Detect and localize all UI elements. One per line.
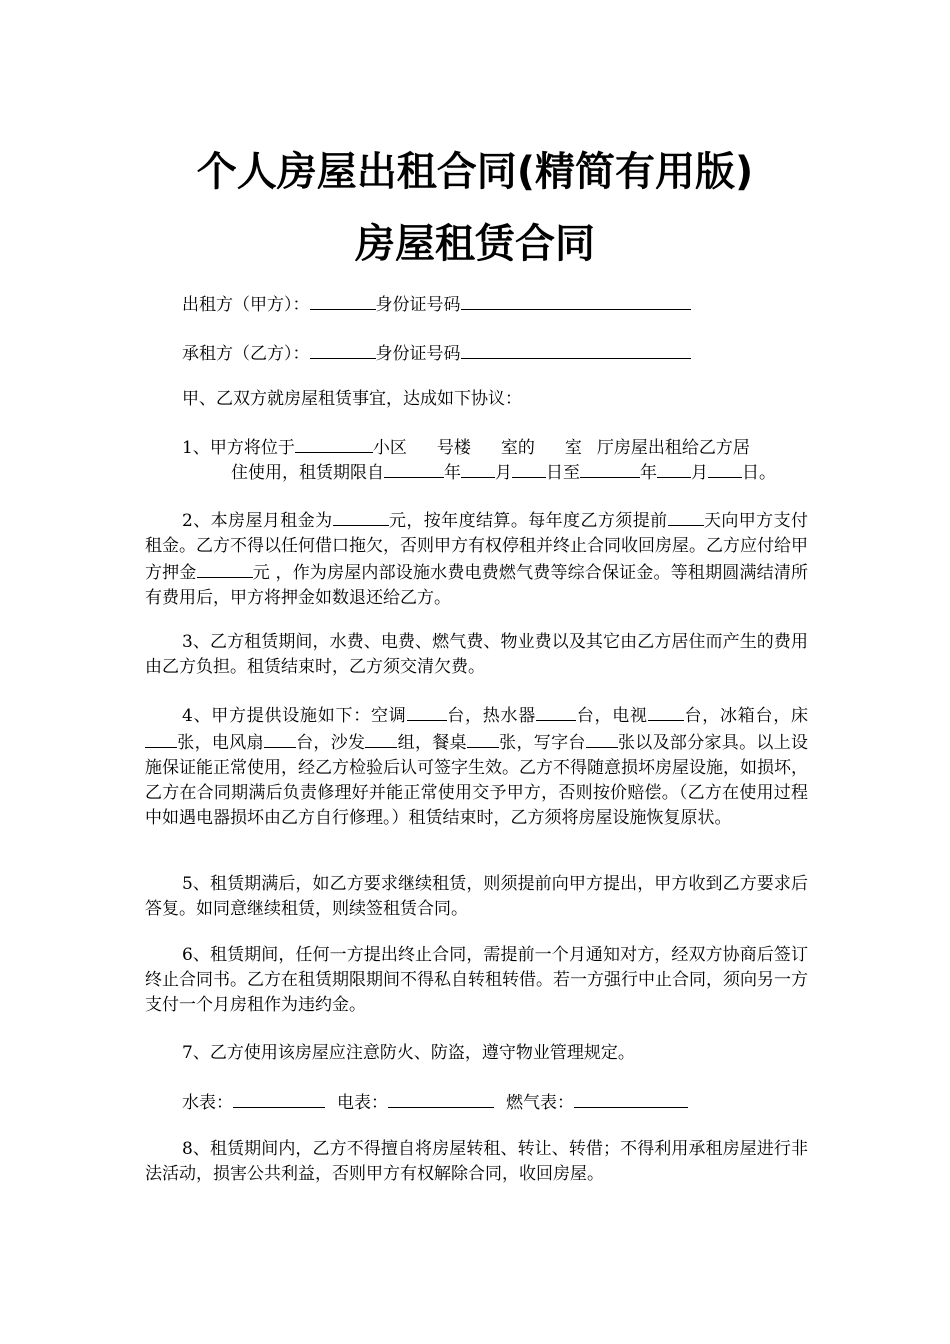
- clause-1-text: 小区: [372, 438, 407, 458]
- party-a-id-blank[interactable]: [461, 291, 691, 310]
- address-blank[interactable]: [295, 434, 373, 453]
- clause-3: 3、乙方租赁期间，水费、电费、燃气费、物业费以及其它由乙方居住而产生的费用由乙方负担。租赁结束时，乙方须交清欠费。: [145, 632, 808, 677]
- water-meter-label: 水表：: [182, 1093, 233, 1113]
- ac-count-blank[interactable]: [407, 702, 447, 721]
- intro-line: 甲、乙双方就房屋租赁事宜，达成如下协议：: [182, 389, 522, 409]
- clause-1-text: 号楼: [436, 438, 471, 458]
- clause-5: 5、租赁期满后，如乙方要求继续租赁，则须提前向甲方提出，甲方收到乙方要求后答复。如同意继续租赁，则续签租赁合同。: [145, 874, 808, 919]
- clause-1-text: 室: [564, 438, 582, 458]
- electric-meter-blank[interactable]: [388, 1089, 494, 1108]
- party-a-label: 出租方（甲方）：: [182, 295, 310, 315]
- clause-1-text: 年: [640, 463, 657, 483]
- end-day-blank[interactable]: [708, 459, 742, 478]
- heater-count-blank[interactable]: [536, 702, 576, 721]
- document-title: 个人房屋出租合同(精简有用版): [196, 149, 754, 195]
- party-a-name-blank[interactable]: [310, 291, 376, 310]
- clause-4-text: 台，沙发: [295, 733, 366, 753]
- clause-4-text: 张以及部分家具。以上设施保证能正常使用，经乙方检验后认可签字生效。乙方不得随意损坏房屋设施，如损坏，乙方在合同期满后负责修理好并能正常使用交予甲方，否则按价赔偿。（乙方在使用过程中如遇电器损坏由乙方自行修理。）租赁结束时，乙方须将房屋设施恢复原状。: [145, 733, 809, 828]
- electric-meter-label: 电表：: [337, 1093, 388, 1113]
- start-year-blank[interactable]: [384, 459, 444, 478]
- water-meter-blank[interactable]: [233, 1089, 325, 1108]
- end-year-blank[interactable]: [580, 459, 640, 478]
- party-b-id-label: 身份证号码: [375, 344, 461, 364]
- clause-1-text: 住使用，租赁期限自: [231, 463, 384, 483]
- clause-1-text: 室的: [500, 438, 535, 458]
- party-a-id-label: 身份证号码: [375, 295, 461, 315]
- end-month-blank[interactable]: [657, 459, 691, 478]
- desk-count-blank[interactable]: [586, 729, 618, 748]
- clause-7: 7、乙方使用该房屋应注意防火、防盗，遵守物业管理规定。: [182, 1043, 635, 1063]
- clause-6: 6、租赁期间，任何一方提出终止合同，需提前一个月通知对方，经双方协商后签订终止合同书。乙方在租赁期限期间不得私自转租转借。若一方强行中止合同，须向另一方支付一个月房租作为违约金。: [145, 945, 808, 1015]
- party-b-id-blank[interactable]: [461, 340, 691, 359]
- clause-4-text: 台，热水器: [446, 706, 537, 726]
- gas-meter-label: 燃气表：: [506, 1093, 574, 1113]
- clause-1-text: 日。: [742, 463, 776, 483]
- clause-4: [145, 702, 808, 831]
- party-a-line: [145, 291, 808, 318]
- tv-count-blank[interactable]: [648, 702, 684, 721]
- start-month-blank[interactable]: [461, 459, 495, 478]
- clause-1-line-2: [145, 459, 894, 486]
- clause-1-text: 月: [495, 463, 512, 483]
- start-day-blank[interactable]: [512, 459, 546, 478]
- clause-1-text: 月: [691, 463, 708, 483]
- clause-2-text: 元 ，作为房屋内部设施水费电费燃气费等综合保证金。等租期圆满结清所有费用后，甲方将押金如数退还给乙方。: [145, 563, 809, 608]
- bed-count-blank[interactable]: [145, 729, 177, 748]
- meter-line: [145, 1089, 808, 1116]
- clause-2-text: 2、本房屋月租金为: [182, 511, 333, 531]
- clause-4-text: 4、甲方提供设施如下：空调: [182, 706, 407, 726]
- clause-4-text: 张，电风扇: [177, 733, 264, 753]
- clause-4-text: 张，写字台: [498, 733, 586, 753]
- fan-count-blank[interactable]: [264, 729, 296, 748]
- clause-2: [145, 507, 808, 611]
- clause-1-text: 年: [444, 463, 461, 483]
- sofa-count-blank[interactable]: [365, 729, 397, 748]
- deposit-blank[interactable]: [197, 559, 253, 578]
- party-b-name-blank[interactable]: [310, 340, 376, 359]
- party-b-line: [145, 340, 808, 367]
- clause-2-text: 元，按年度结算。每年度乙方须提前: [388, 511, 668, 531]
- clause-1-text: 厅房屋出租给乙方居: [596, 438, 750, 458]
- clause-1-line-1: [145, 434, 808, 461]
- party-b-label: 承租方（乙方）：: [182, 344, 310, 364]
- gas-meter-blank[interactable]: [574, 1089, 688, 1108]
- days-blank[interactable]: [668, 507, 704, 526]
- clause-4-text: 台，电视: [576, 706, 648, 726]
- clause-2-text: 天向甲方支付租金。乙方不得以任何借口拖欠，否则甲方有权停租并终止合同收回房屋。乙方应付给甲方押金: [145, 511, 809, 583]
- clause-8: 8、租赁期间内，乙方不得擅自将房屋转租、转让、转借；不得利用承租房屋进行非法活动，损害公共利益，否则甲方有权解除合同，收回房屋。: [145, 1139, 808, 1184]
- clause-4-text: 台，冰箱台，床: [683, 706, 809, 726]
- rent-blank[interactable]: [333, 507, 389, 526]
- table-count-blank[interactable]: [467, 729, 499, 748]
- document-subtitle: 房屋租赁合同: [355, 221, 595, 267]
- clause-1-text: 1、甲方将位于: [182, 438, 295, 458]
- clause-1-text: 日至: [546, 463, 580, 483]
- clause-4-text: 组，餐桌: [397, 733, 467, 753]
